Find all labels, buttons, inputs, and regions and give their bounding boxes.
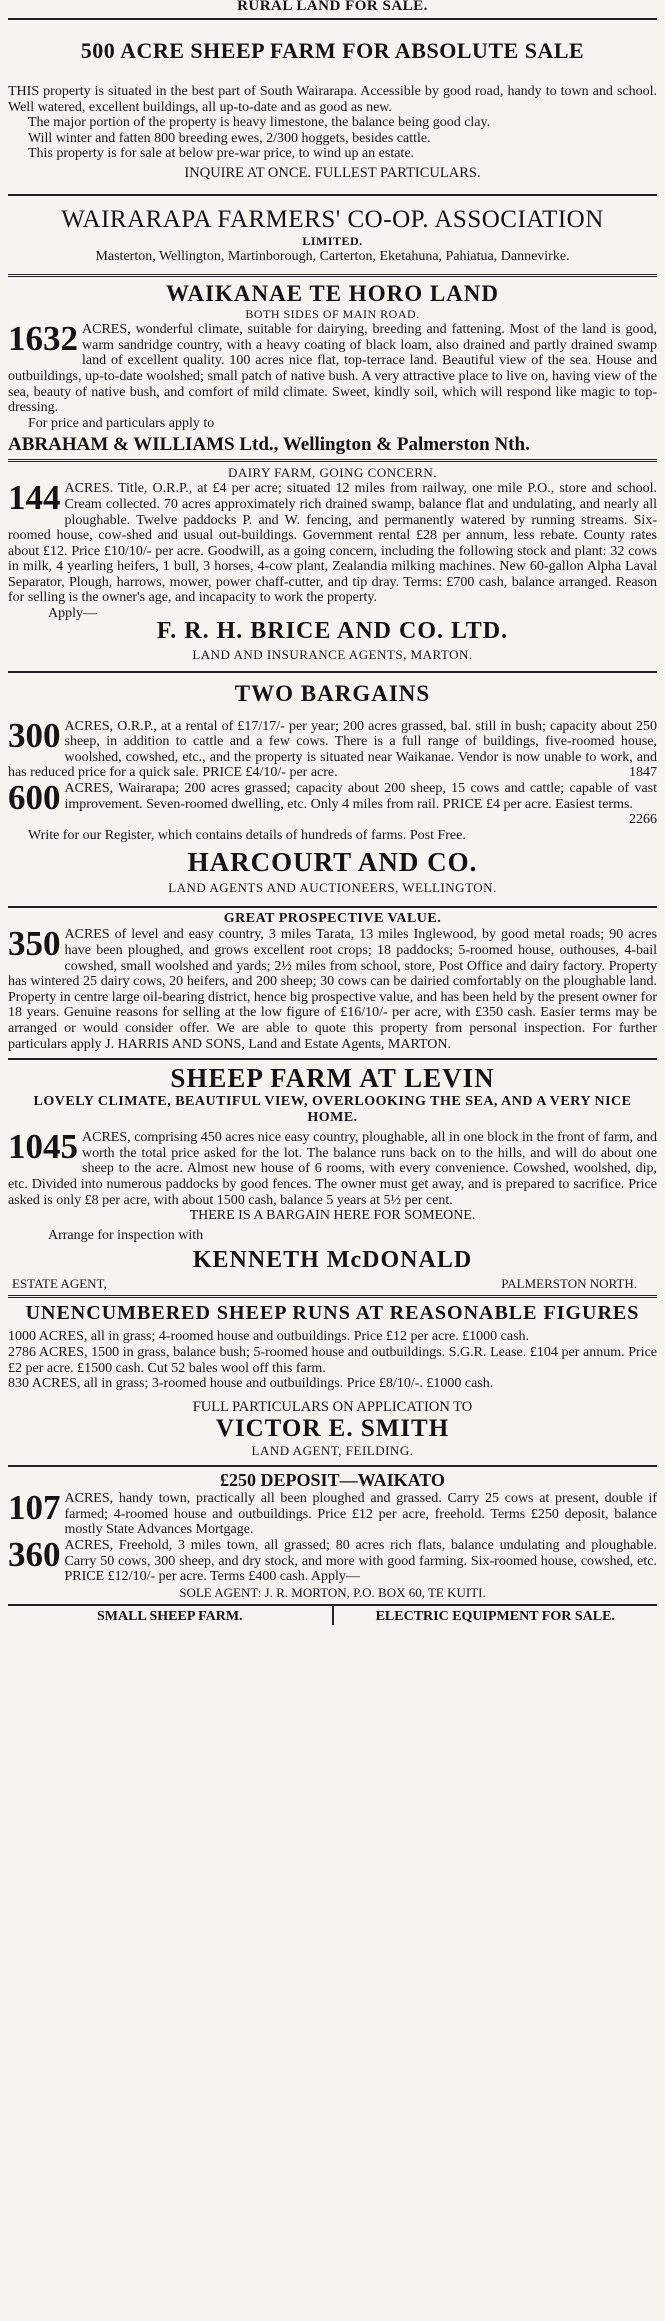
ad-register: Write for our Register, which contains details of hundreds of farms. Post Free. (28, 827, 466, 843)
agent-name: WAIRARAPA FARMERS' CO-OP. ASSOCIATION (61, 205, 604, 233)
ad-title: SHEEP FARM AT LEVIN (170, 1063, 495, 1094)
ad-title: UNENCUMBERED SHEEP RUNS AT REASONABLE FIGURES (25, 1302, 640, 1325)
agent-address: LAND AGENTS AND AUCTIONEERS, WELLINGTON. (168, 880, 497, 896)
ad-body: ACRES of level and easy country, 3 miles Tarata, 13 miles Inglewood, by good metal roads; 90 acres have been ploughed, and grows excellent root crops; 18 paddocks; 5-roomed house, outhouses, 4-bail cowshed, small woolshed and yards; 2½ miles from school, store, Post Office and dairy factory. Property has wintered 25 dairy cows, 20 heifers, and 200 sheep; 30 cows can be dairied comfortably on the ploughable land. Property in centre large oil-bearing district, hence big prospective value, and has been held by the present owner for 18 years. Genuine reasons for selling at the low figure of £16/10/- per acre, with £350 cash. Easier terms may be arranged or would consider offer. We are able to quote this property from personal inspection. For further particulars apply J. HARRIS AND SONS, Land and Estate Agents, MARTON. (8, 927, 657, 1052)
ad-full: FULL PARTICULARS ON APPLICATION TO (192, 1398, 473, 1415)
ad-paragraph: Will winter and fatten 800 breeding ewes, 2/300 hoggets, besides cattle. (28, 130, 431, 146)
footer-row (8, 1604, 657, 1625)
agent-name: F. R. H. BRICE AND CO. LTD. (156, 617, 509, 644)
ad-paragraph: The major portion of the property is heavy limestone, the balance being good clay. (28, 115, 491, 131)
ad-paragraph: THIS property is situated in the best part of South Wairarapa. Accessible by good road, handy to town and school. Well watered, excellent buildings, all up-to-date and as good as new. (8, 84, 657, 115)
agent-town: PALMERSTON NORTH. (501, 1276, 637, 1292)
listing: 1000 ACRES, all in grass; 4-roomed house and outbuildings. Price £12 per acre. £1000 cash. (8, 1329, 530, 1345)
ad-title: GREAT PROSPECTIVE VALUE. (223, 911, 442, 927)
acreage-figure: 1632 (8, 319, 78, 359)
ad-title: £250 DEPOSIT—WAIKATO (220, 1470, 445, 1491)
divider (8, 671, 657, 673)
ad-apply: Apply— (48, 606, 97, 622)
ad-body: ACRES, Wairarapa; 200 acres grassed; capacity about 200 sheep, 15 cows and cattle; capable of vast improvement. Seven-roomed dwelling, etc. Only 4 miles from rail. PRICE £4 per acre. Easiest terms. (64, 781, 657, 812)
agent-name: KENNETH McDONALD (192, 1247, 473, 1274)
column-header: RURAL LAND FOR SALE. (237, 0, 428, 14)
acreage-figure: 107 (8, 1488, 61, 1528)
agent-address (8, 1276, 657, 1292)
ad-subtitle: LOVELY CLIMATE, BEAUTIFUL VIEW, OVERLOOKING THE SEA, AND A VERY NICE HOME. (33, 1094, 632, 1126)
ad-title: 500 ACRE SHEEP FARM FOR ABSOLUTE SALE (80, 38, 585, 63)
ad-paragraph: This property is for sale at below pre-war price, to wind up an estate. (28, 146, 415, 162)
ad-inquire: INQUIRE AT ONCE. FULLEST PARTICULARS. (184, 164, 481, 181)
ad-title: TWO BARGAINS (234, 680, 431, 706)
agent-limited: LIMITED. (302, 233, 363, 248)
ad-body: ACRES, wonderful climate, suitable for dairying, breeding and fattening. Most of the land is good, warm sandridge country, with a heavy coating of black loam, also drained and partly drained swamp land of excellent quality. 100 acres nice flat, top-terrace land. Beautiful view of the sea. House and outbuildings, up-to-date woolshed; small patch of native bush. A very attractive place to live on, having view of the sea, beauty of native bush, and comfort of mild climate. Sweet, kindly soil, which will respond like magic to top-dressing. (8, 322, 657, 416)
ad-sheep-runs (8, 1301, 657, 1459)
acreage-figure: 350 (8, 924, 61, 964)
divider (8, 194, 657, 196)
acreage-figure: 360 (8, 1535, 61, 1575)
ad-body: ACRES. Title, O.R.P., at £4 per acre; situated 12 miles from railway, one mile P.O., store and school. Cream collected. 70 acres approximately rich drained swamp, balance flat and undulating, and nearly all ploughable. Twelve paddocks P. and W. fencing, and permanently watered by running streams. Six-roomed house, cow-shed and usual out-buildings. Government rental £28 per annum, less rebate. County rates about £12. Price £10/10/- per acre. Goodwill, as a going concern, including the following stock and plant: 32 cows in milk, 4 yearling heifers, 1 bull, 3 horses, 4-cow plant, Zealandia milking machines. New 60-gallon Alpha Laval Separator, Plough, harrows, mower, power chaff-cutter, and tip dray. Terms: £700 cash, balance arranged. Reason for selling is the owner's age, and incapacity to work the property. (8, 481, 657, 606)
ad-ref: 2266 (629, 812, 657, 828)
ad-wairarapa-farmers (8, 206, 657, 265)
ad-body: ACRES, handy town, practically all been ploughed and grassed. Carry 25 cows at present, double if farmed; 4-roomed house and outbuildings. Price £12 per acre, freehold. Terms £250 deposit, balance mostly State Advances Mortgage. (64, 1491, 657, 1538)
divider (8, 459, 657, 462)
ad-apply: For price and particulars apply to (28, 415, 215, 431)
divider (8, 906, 657, 908)
agent-role: ESTATE AGENT, (12, 1276, 107, 1292)
agent-address: LAND AND INSURANCE AGENTS, MARTON. (192, 646, 473, 662)
divider (8, 18, 657, 20)
ad-waikato-deposit (8, 1470, 657, 1600)
ad-title: DAIRY FARM, GOING CONCERN. (227, 465, 438, 481)
ad-subtitle: BOTH SIDES OF MAIN ROAD. (245, 307, 420, 322)
acreage-figure: 600 (8, 778, 61, 818)
agent-branches: Masterton, Wellington, Martinborough, Carterton, Eketahuna, Pahiatua, Dannevirke. (95, 248, 570, 264)
ad-body: ACRES, Freehold, 3 miles town, all grassed; 80 acres rich flats, balance undulating and ploughable. Carry 50 cows, 300 sheep, and dry stock, and more with good farming. Six-roomed house, cowshed, etc. PRICE £12/10/- per acre. Terms £400 cash. Apply— (64, 1538, 657, 1585)
footer-right-heading: ELECTRIC EQUIPMENT FOR SALE. (332, 1606, 658, 1625)
divider (8, 274, 657, 277)
divider (8, 1295, 657, 1298)
ad-two-bargains (8, 681, 657, 897)
listing: 2786 ACRES, 1500 in grass, balance bush; 5-roomed house and outbuildings. S.G.R. Lease. £104 per annum. Price £2 per acre. £1500 cash. Cut 52 bales wool off this farm. (8, 1344, 657, 1376)
acreage-figure: 1045 (8, 1127, 78, 1167)
acreage-figure: 144 (8, 478, 61, 518)
agent-name: VICTOR E. SMITH (215, 1415, 450, 1443)
agent-address: LAND AGENT, FEILDING. (251, 1443, 414, 1459)
ad-waikanae-te-horo (8, 281, 657, 456)
ad-sheep-farm-absolute-sale (8, 38, 657, 182)
agent-name: ABRAHAM & WILLIAMS Ltd., Wellington & Palmerston Nth. (8, 434, 530, 456)
ad-great-prospective-value (8, 911, 657, 1052)
agent-name: SOLE AGENT: J. R. MORTON, P.O. BOX 60, TE KUITI. (179, 1584, 486, 1600)
divider (8, 1058, 657, 1060)
ad-sheep-farm-levin (8, 1063, 657, 1292)
listing: 830 ACRES, all in grass; 3-roomed house and outbuildings. Price £8/10/-. £1000 cash. (8, 1376, 494, 1392)
ad-title: WAIKANAE TE HORO LAND (165, 281, 500, 307)
divider (8, 1465, 657, 1467)
ad-body: ACRES, comprising 450 acres nice easy country, ploughable, all in one block in the front of farm, and worth the total price asked for the lot. The balance runs back on to the hills, and will do about one sheep to the acre. Almost new house of 6 rooms, with every convenience. Cowshed, woolshed, dip, etc. Divided into numerous paddocks by good fences. The owner must get away, and is prepared to sacrifice. Price asked is only £8 per acre, with about 1500 cash, balance 5 years at 5½ per cent. (8, 1130, 657, 1208)
footer-left-heading: SMALL SHEEP FARM. (96, 1609, 243, 1625)
ad-dairy-farm (8, 465, 657, 662)
acreage-figure: 300 (8, 715, 61, 755)
ad-bargain: THERE IS A BARGAIN HERE FOR SOMEONE. (189, 1208, 476, 1224)
ad-arrange: Arrange for inspection with (48, 1227, 204, 1243)
ad-ref: 1847 (629, 765, 657, 781)
ad-body: ACRES, O.R.P., at a rental of £17/17/- per year; 200 acres grassed, bal. still in bush; capacity about 250 sheep, in addition to cattle and a few cows. There is a full range of buildings, five-roomed house, woolshed, cowshed, etc., and the property is situated near Waikanae. Vendor is now unable to work, and has reduced price for a quick sale. PRICE £4/10/- per acre. (8, 718, 657, 781)
agent-name: HARCOURT AND CO. (187, 847, 478, 878)
